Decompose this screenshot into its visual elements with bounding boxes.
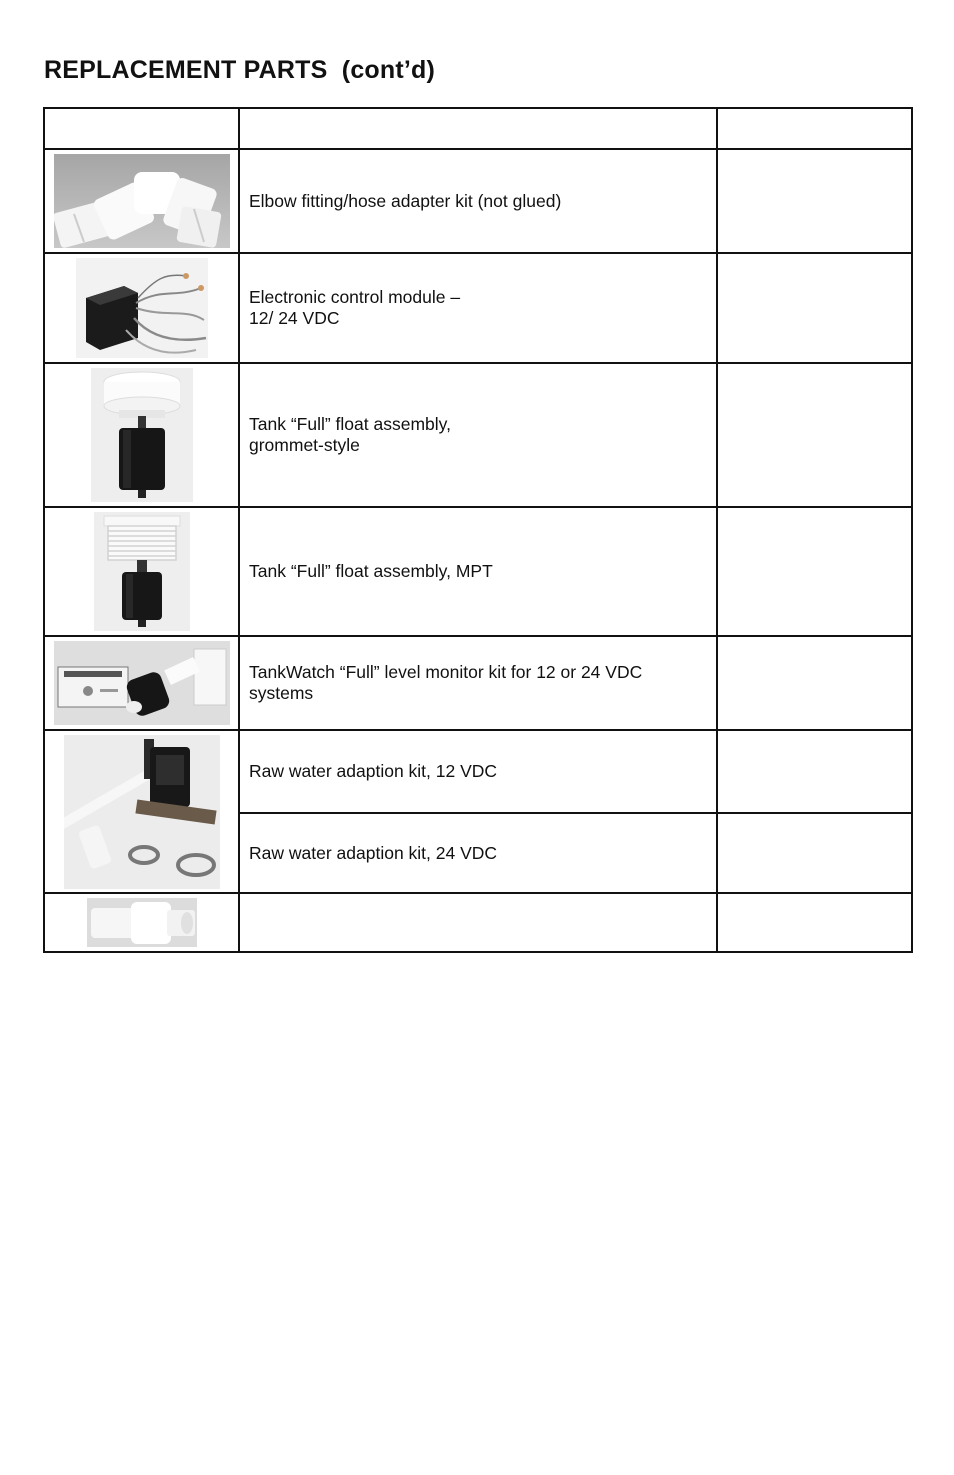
table-row	[44, 636, 912, 730]
image-cell	[44, 253, 239, 363]
table-row	[44, 363, 912, 507]
part-number-cell	[717, 363, 912, 507]
float-grommet-photo	[91, 368, 193, 502]
table-row	[44, 507, 912, 636]
description-cell	[239, 363, 717, 507]
description-line: Tank “Full” float assembly, MPT	[249, 561, 493, 581]
image-cell	[44, 636, 239, 730]
table-row	[44, 893, 912, 952]
description-line: Elbow fitting/hose adapter kit (not glued)	[249, 190, 562, 211]
part-number-cell	[717, 149, 912, 253]
description-line: Raw water adaption kit, 12 VDC	[249, 761, 498, 781]
header-cell-image	[44, 108, 239, 149]
page-title: REPLACEMENT PARTS (cont’d)	[44, 56, 436, 84]
image-cell	[44, 730, 239, 893]
table-row	[44, 149, 912, 253]
description-line: systems	[249, 683, 314, 703]
description-line: Tank “Full” float assembly,	[249, 414, 451, 434]
hose-adapter-photo	[87, 898, 197, 947]
tankwatch-kit-photo	[54, 641, 230, 725]
description-cell	[239, 813, 717, 893]
table-row	[44, 253, 912, 363]
description-cell	[239, 253, 717, 363]
image-cell	[44, 149, 239, 253]
description-cell	[239, 730, 717, 813]
replacement-parts-table	[43, 107, 913, 953]
control-module-photo	[76, 258, 208, 358]
description-cell	[239, 507, 717, 636]
part-number-cell	[717, 253, 912, 363]
part-number-cell	[717, 730, 912, 813]
description-cell	[239, 893, 717, 952]
part-number-cell	[717, 813, 912, 893]
description-cell	[239, 636, 717, 730]
table-row	[44, 730, 912, 813]
raw-water-kit-photo	[64, 735, 220, 889]
description-line: Electronic control module –	[249, 287, 461, 307]
description-line: grommet-style	[249, 435, 360, 455]
image-cell	[44, 507, 239, 636]
elbow-fitting-photo	[54, 154, 230, 248]
part-number-cell	[717, 507, 912, 636]
image-cell	[44, 363, 239, 507]
description-line: TankWatch “Full” level monitor kit for 12 or 24 VDC	[249, 662, 643, 682]
description-line: Raw water adaption kit, 24 VDC	[249, 842, 498, 863]
part-number-cell	[717, 893, 912, 952]
part-number-cell	[717, 636, 912, 730]
header-cell-part-number	[717, 108, 912, 149]
header-cell-description	[239, 108, 717, 149]
description-cell	[239, 149, 717, 253]
float-mpt-photo	[94, 512, 190, 631]
description-line: 12/ 24 VDC	[249, 308, 340, 328]
table-header-row	[44, 108, 912, 149]
image-cell	[44, 893, 239, 952]
